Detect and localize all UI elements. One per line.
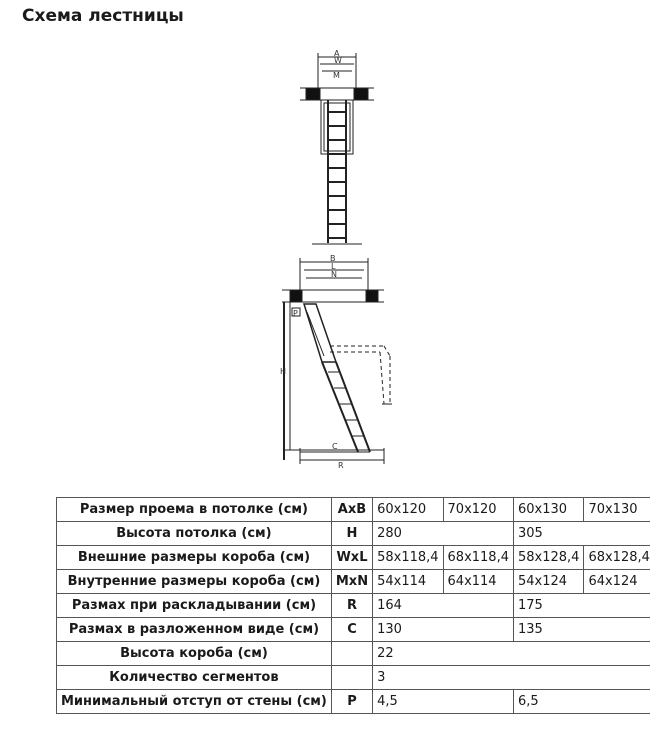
param-name: Количество сегментов (57, 666, 332, 690)
param-value: 68x118,4 (443, 546, 513, 570)
table-row (57, 618, 650, 642)
label-n: N (331, 270, 337, 279)
param-value: 305 (513, 522, 650, 546)
param-symbol: R (331, 594, 372, 618)
param-value: 64x114 (443, 570, 513, 594)
param-symbol: H (331, 522, 372, 546)
table-row (57, 690, 650, 714)
param-symbol (331, 666, 372, 690)
label-h: H (280, 367, 287, 376)
param-value: 68x128,4 (584, 546, 650, 570)
table-row (57, 546, 650, 570)
param-name: Высота потолка (см) (57, 522, 332, 546)
param-value: 3 (373, 666, 650, 690)
param-name: Минимальный отступ от стены (см) (57, 690, 332, 714)
param-value: 6,5 (513, 690, 650, 714)
param-value: 175 (513, 594, 650, 618)
param-symbol: AxB (331, 498, 372, 522)
param-value: 54x114 (373, 570, 443, 594)
param-value: 280 (373, 522, 514, 546)
param-symbol (331, 642, 372, 666)
label-w: W (334, 56, 342, 65)
spec-table (56, 497, 650, 714)
param-value: 60x120 (373, 498, 443, 522)
table-row (57, 642, 650, 666)
table-row (57, 522, 650, 546)
table-row (57, 594, 650, 618)
param-name: Размах при раскладывании (см) (57, 594, 332, 618)
param-value: 70x120 (443, 498, 513, 522)
param-value: 22 (373, 642, 650, 666)
param-value: 64x124 (584, 570, 650, 594)
table-row (57, 666, 650, 690)
label-c: C (332, 442, 338, 451)
param-name: Размах в разложенном виде (см) (57, 618, 332, 642)
param-name: Размер проема в потолке (см) (57, 498, 332, 522)
param-value: 130 (373, 618, 514, 642)
param-value: 54x124 (513, 570, 583, 594)
page-title: Схема лестницы (22, 6, 184, 26)
param-value: 4,5 (373, 690, 514, 714)
param-value: 70x130 (584, 498, 650, 522)
param-symbol: MxN (331, 570, 372, 594)
param-value: 60x130 (513, 498, 583, 522)
table-row (57, 498, 650, 522)
table-row (57, 570, 650, 594)
param-value: 135 (513, 618, 650, 642)
side-view (282, 258, 392, 464)
label-a: A (334, 49, 340, 58)
param-symbol: C (331, 618, 372, 642)
param-name: Внешние размеры короба (см) (57, 546, 332, 570)
param-value: 164 (373, 594, 514, 618)
param-symbol: WxL (331, 546, 372, 570)
param-value: 58x128,4 (513, 546, 583, 570)
label-b: B (330, 254, 336, 263)
label-p: P (293, 309, 298, 318)
front-view (300, 53, 374, 244)
label-l: L (331, 262, 336, 271)
param-name: Внутренние размеры короба (см) (57, 570, 332, 594)
param-value: 58x118,4 (373, 546, 443, 570)
param-symbol: P (331, 690, 372, 714)
label-m: M (333, 71, 340, 80)
label-r: R (338, 461, 344, 470)
param-name: Высота короба (см) (57, 642, 332, 666)
